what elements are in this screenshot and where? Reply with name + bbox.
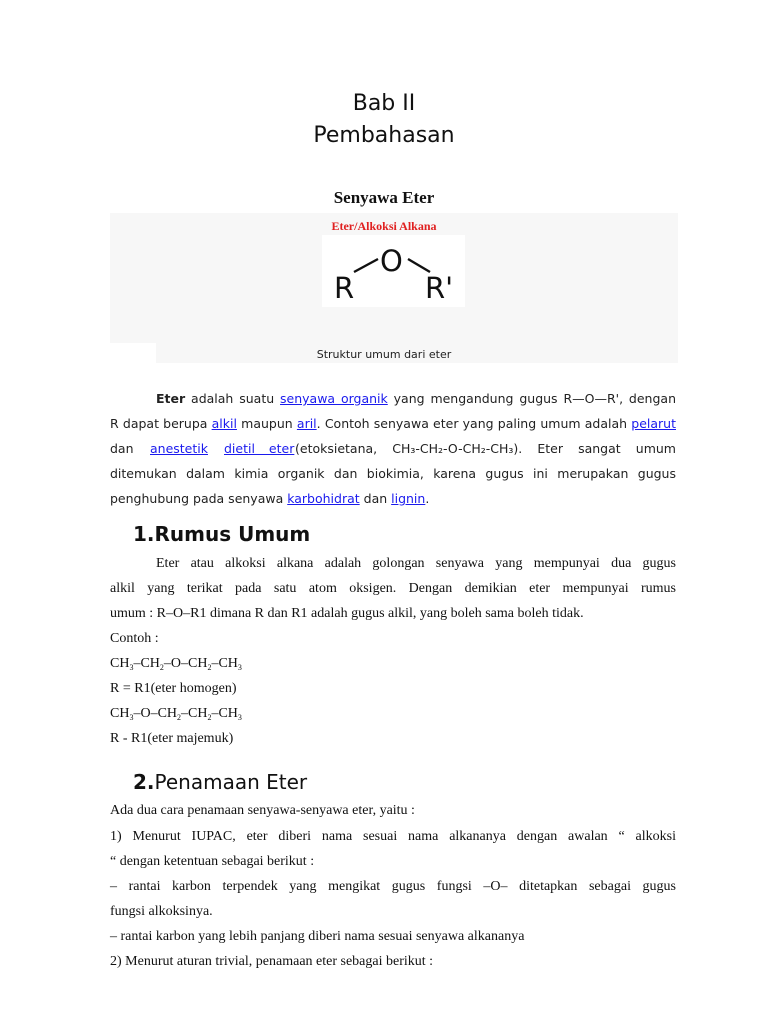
section-2-line-2: 1) Menurut IUPAC, eter diberi nama sesuai nama alkananya dengan awalan “ alkoksi <box>110 829 676 844</box>
note-majemuk: R - R1(eter majemuk) <box>110 731 234 746</box>
section-2-line-7: 2) Menurut aturan trivial, penamaan eter sebagai berikut : <box>110 954 434 969</box>
section-2-heading <box>133 770 307 794</box>
chapter-title: Pembahasan <box>313 123 455 148</box>
section-1-number: 1. <box>133 522 155 546</box>
main-heading: Senyawa Eter <box>333 188 435 207</box>
section-1-title: Rumus Umum <box>154 522 311 546</box>
bond-left <box>354 259 378 272</box>
ether-structure-diagram <box>322 235 465 307</box>
intro-line-2: R dapat berupa alkil maupun aril. Contoh senyawa eter yang paling umum adalah pelarut <box>110 416 676 431</box>
section-1-line-3: umum : R–O–R1 dimana R dan R1 adalah gugus alkil, yang boleh sama boleh tidak. <box>110 606 584 621</box>
term-eter: Eter <box>156 391 186 406</box>
atom-r: R <box>334 271 355 305</box>
atom-o: O <box>380 244 403 278</box>
intro-line-1: Eter adalah suatu senyawa organik yang mengandung gugus R—O—R', dengan <box>156 391 676 406</box>
section-1-line-1: Eter atau alkoksi alkana adalah golongan senyawa yang mempunyai dua gugus <box>156 556 676 571</box>
intro-line-5: penghubung pada senyawa karbohidrat dan lignin. <box>110 491 430 506</box>
link-dietil-eter[interactable]: dietil eter <box>224 441 295 456</box>
figure-title: Eter/Alkoksi Alkana <box>331 219 437 233</box>
link-pelarut[interactable]: pelarut <box>631 416 676 431</box>
note-homogen: R = R1(eter homogen) <box>110 681 237 696</box>
example-label: Contoh : <box>110 631 159 646</box>
section-2-line-4: – rantai karbon terpendek yang mengikat gugus fungsi –O– ditetapkan sebagai gugus <box>110 879 676 894</box>
link-karbohidrat[interactable]: karbohidrat <box>287 491 360 506</box>
section-2-line-6: – rantai karbon yang lebih panjang diberi nama sesuai senyawa alkananya <box>110 929 525 944</box>
formula-2: $CH_3-O-CH_2-CH_2-CH_3$ <box>110 706 242 722</box>
section-2-line-3: “ dengan ketentuan sebagai berikut : <box>110 854 315 869</box>
link-lignin[interactable]: lignin <box>391 491 426 506</box>
link-anestetik[interactable]: anestetik <box>150 441 208 456</box>
link-alkil[interactable]: alkil <box>211 416 237 431</box>
figure-caption: Struktur umum dari eter <box>316 348 452 361</box>
atom-r-prime: R' <box>425 271 454 305</box>
section-2-title: Penamaan Eter <box>154 770 308 794</box>
chapter-number: Bab II <box>352 91 416 116</box>
section-1-line-2: alkil yang terikat pada satu atom oksigen. Dengan demikian eter mempunyai rumus <box>110 581 676 596</box>
formula-1: $CH_3-CH_2-O-CH_2-CH_3$ <box>110 656 242 672</box>
section-1-heading <box>133 522 310 546</box>
section-2-line-1: Ada dua cara penamaan senyawa-senyawa eter, yaitu : <box>110 803 415 818</box>
link-aril[interactable]: aril <box>296 416 317 431</box>
section-2-number: 2. <box>133 770 155 794</box>
section-2-line-5: fungsi alkoksinya. <box>110 904 213 919</box>
link-senyawa-organik[interactable]: senyawa organik <box>280 391 388 406</box>
intro-line-4: ditemukan dalam kimia organik dan biokimia, karena gugus ini merupakan gugus <box>110 466 676 481</box>
ether-structure-image <box>322 235 465 307</box>
